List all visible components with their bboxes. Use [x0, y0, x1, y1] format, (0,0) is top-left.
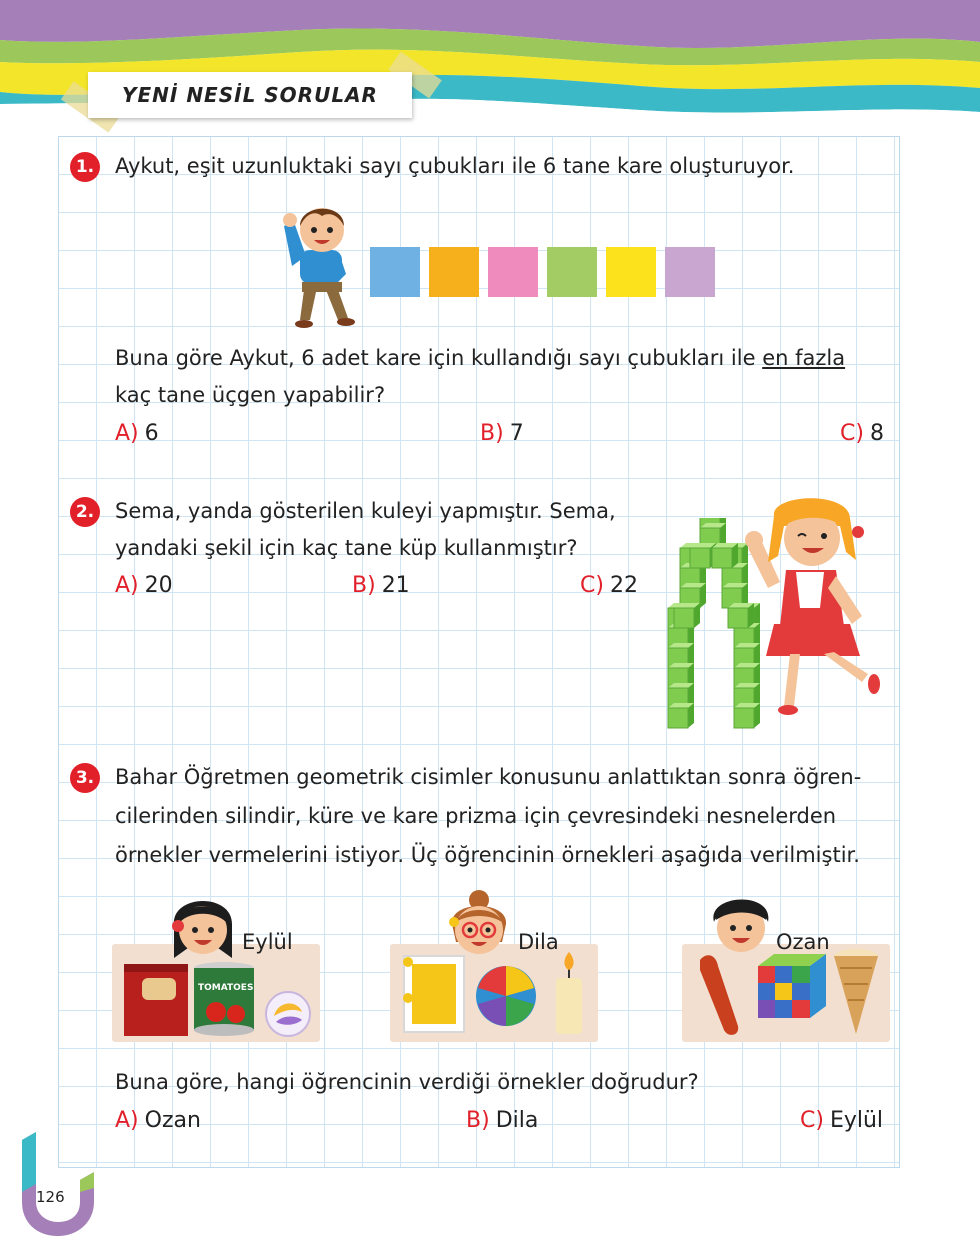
section-title: YENİ NESİL SORULAR — [122, 83, 378, 107]
option-letter: A) — [115, 1108, 139, 1133]
section-title-box — [88, 72, 412, 118]
colored-square — [488, 247, 538, 297]
question-number-3: 3. — [70, 763, 100, 793]
colored-square — [429, 247, 479, 297]
option-letter: C) — [840, 421, 864, 446]
q3-option-c[interactable] — [800, 1108, 883, 1133]
colored-square — [665, 247, 715, 297]
boy-aykut-illustration — [278, 196, 358, 330]
q1-question-text: Buna göre Aykut, 6 adet kare için kullandığı sayı çubukları ile — [115, 346, 763, 370]
student-name-ozan: Ozan — [776, 930, 830, 954]
q1-option-a[interactable] — [115, 421, 159, 446]
q3-line1: Bahar Öğretmen geometrik cisimler konusunu anlattıktan sonra öğren- — [115, 765, 862, 789]
unit-cube — [674, 603, 700, 628]
q1-statement: Aykut, eşit uzunluktaki sayı çubukları ile 6 tane kare oluşturuyor. — [115, 154, 795, 178]
option-value: Eylül — [829, 1108, 884, 1133]
q1-emphasis: en fazla — [762, 346, 846, 370]
q3-question: Buna göre, hangi öğrencinin verdiği örnekler doğrudur? — [115, 1070, 699, 1094]
option-value: 22 — [609, 573, 638, 598]
can-label: TOMATOES — [198, 983, 254, 993]
header-banner — [0, 0, 980, 140]
student-name-eylul: Eylül — [242, 930, 293, 954]
q2-line2: yandaki şekil için kaç tane küp kullanmıştır? — [115, 536, 578, 560]
q3-line2: cilerinden silindir, küre ve kare prizma için çevresindeki nesnelerden — [115, 804, 837, 828]
page-number-badge — [16, 1132, 96, 1236]
q3-option-a[interactable] — [115, 1108, 201, 1133]
option-letter: A) — [115, 421, 139, 446]
q1-option-c[interactable] — [840, 421, 884, 446]
dila-objects — [396, 948, 594, 1038]
question-number-2: 2. — [70, 497, 100, 527]
option-letter: B) — [352, 573, 376, 598]
q2-option-a[interactable] — [115, 573, 173, 598]
unit-cube — [668, 703, 694, 728]
q1-question-line2: kaç tane üçgen yapabilir? — [115, 383, 386, 407]
colored-square — [370, 247, 420, 297]
q2-option-c[interactable] — [580, 573, 638, 598]
option-letter: C) — [800, 1108, 824, 1133]
eylul-objects — [118, 956, 316, 1040]
option-value: 7 — [509, 421, 524, 446]
option-value: Ozan — [144, 1108, 201, 1133]
q1-question-line1 — [115, 346, 845, 370]
page-number: 126 — [36, 1188, 65, 1206]
option-value: 8 — [869, 421, 884, 446]
option-value: Dila — [495, 1108, 539, 1133]
option-letter: A) — [115, 573, 139, 598]
q2-line1: Sema, yanda gösterilen kuleyi yapmıştır. Sema, — [115, 499, 616, 523]
option-value: 20 — [144, 573, 173, 598]
q1-option-b[interactable] — [480, 421, 524, 446]
girl-sema-illustration — [740, 496, 892, 728]
question-number-1: 1. — [70, 152, 100, 182]
option-letter: B) — [466, 1108, 490, 1133]
colored-square — [547, 247, 597, 297]
q2-option-b[interactable] — [352, 573, 410, 598]
option-letter: B) — [480, 421, 504, 446]
unit-cube — [712, 543, 738, 568]
q3-line3: örnekler vermelerini istiyor. Üç öğrencinin örnekleri aşağıda verilmiştir. — [115, 843, 860, 867]
option-value: 21 — [381, 573, 410, 598]
colored-square — [606, 247, 656, 297]
option-letter: C) — [580, 573, 604, 598]
q3-option-b[interactable] — [466, 1108, 538, 1133]
girl-eylul-face — [166, 888, 240, 964]
ozan-objects — [688, 946, 886, 1038]
option-value: 6 — [144, 421, 159, 446]
student-name-dila: Dila — [518, 930, 559, 954]
